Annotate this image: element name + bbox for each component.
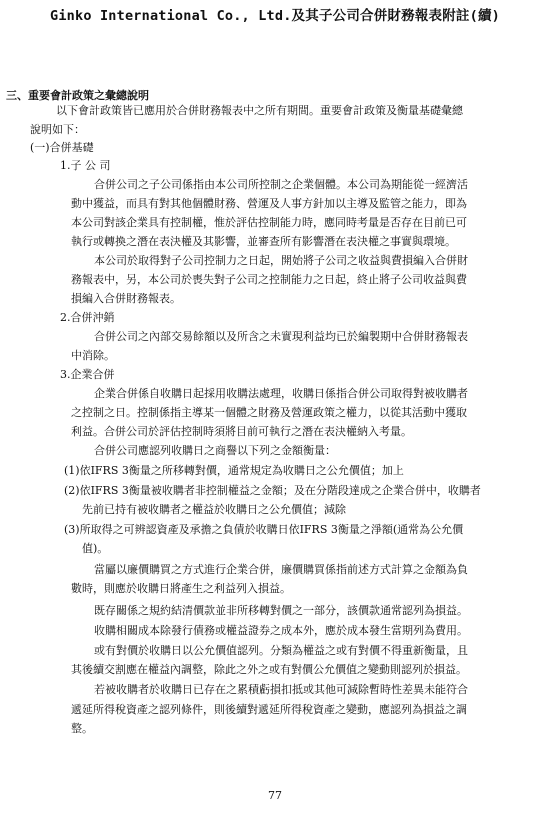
list-item: (3)所取得之可辨認資產及承擔之負債於收購日依IFRS 3衡量之淨額(通常為公允價 xyxy=(64,523,464,536)
paragraph-line: 其後續交割應在權益內調整，除此之外之或有對價公允價值之變動則認列於損益。 xyxy=(71,663,467,676)
list-item-continuation: 先前已持有被收購者之權益於收購日之公允價值；減除 xyxy=(82,503,346,516)
paragraph-line: 遞延所得稅資產之認列條件，則後續對遞延所得稅資產之變動，應認列為損益之調 xyxy=(71,703,467,716)
paragraph-line: 合併公司之子公司係指由本公司所控制之企業個體。本公司為期能從一經濟活 xyxy=(94,178,468,191)
paragraph-line: 數時，則應於收購日將產生之利益列入損益。 xyxy=(71,582,291,595)
section-heading: 三、重要會計政策之彙總說明 xyxy=(6,89,149,102)
paragraph-line: 整。 xyxy=(71,722,93,735)
paragraph-line: 中消除。 xyxy=(71,349,115,362)
paragraph-line: 既存關係之規約結清價款並非所移轉對價之一部分，該價款通常認列為損益。 xyxy=(94,604,468,617)
intro-line: 以下會計政策皆已應用於合併財務報表中之所有期間。重要會計政策及衡量基礎彙總 xyxy=(56,104,463,117)
list-item-continuation: 值)。 xyxy=(82,542,109,555)
paragraph-line: 若被收購者於收購日已存在之累積虧損扣抵或其他可減除暫時性差異未能符合 xyxy=(94,683,468,696)
paragraph-line: 企業合併係自收購日起採用收購法處理，收購日係指合併公司取得對被收購者 xyxy=(94,387,468,400)
paragraph-line: 合併公司之內部交易餘額以及所含之未實現利益均已於編製期中合併財務報表 xyxy=(94,330,468,343)
page-header-title: Ginko International Co., Ltd.及其子公司合併財務報表附註(續) xyxy=(50,8,500,24)
subheading: (一)合併基礎 xyxy=(30,141,94,154)
paragraph-line: 或有對價於收購日以公允價值認列。分類為權益之或有對價不得重新衡量，且 xyxy=(94,644,468,657)
paragraph-line: 之控制之日。控制係指主導某一個體之財務及營運政策之權力，以從其活動中獲取 xyxy=(71,406,467,419)
paragraph-line: 執行或轉換之潛在表決權及其影響，並審查所有影響潛在表決權之事實與環境。 xyxy=(71,235,456,248)
page-number: 77 xyxy=(268,789,282,802)
paragraph-line: 利益。合併公司於評估控制時須將目前可執行之潛在表決權納入考量。 xyxy=(71,425,412,438)
paragraph-line: 動中獲益，而具有對其他個體財務、營運及人事方針加以主導及監管之能力，即為 xyxy=(71,197,467,210)
paragraph-line: 務報表中，另，本公司於喪失對子公司之控制能力之日起，終止將子公司收益與費 xyxy=(71,273,467,286)
item-title: 3.企業合併 xyxy=(60,368,115,381)
paragraph-line: 損編入合併財務報表。 xyxy=(71,292,181,305)
item-title: 1.子 公 司 xyxy=(60,159,111,172)
paragraph-line: 本公司對該企業具有控制權，惟於評估控制能力時，應同時考量是否存在目前已可 xyxy=(71,216,467,229)
list-item: (2)依IFRS 3衡量被收購者非控制權益之金額；及在分階段達成之企業合併中，收購者 xyxy=(64,484,481,497)
paragraph-line: 合併公司應認列收購日之商譽以下列之金額衡量： xyxy=(94,444,336,457)
item-title: 2.合併沖銷 xyxy=(60,311,115,324)
paragraph-line: 當屬以廉價購買之方式進行企業合併，廉價購買係指前述方式計算之金額為負 xyxy=(94,563,468,576)
paragraph-line: 收購相關成本除發行債務或權益證券之成本外，應於成本發生當期列為費用。 xyxy=(94,624,468,637)
list-item: (1)依IFRS 3衡量之所移轉對價，通常規定為收購日之公允價值；加上 xyxy=(64,464,404,477)
paragraph-line: 本公司於取得對子公司控制力之日起，開始將子公司之收益與費損編入合併財 xyxy=(94,254,468,267)
intro-line: 說明如下： xyxy=(30,123,85,136)
